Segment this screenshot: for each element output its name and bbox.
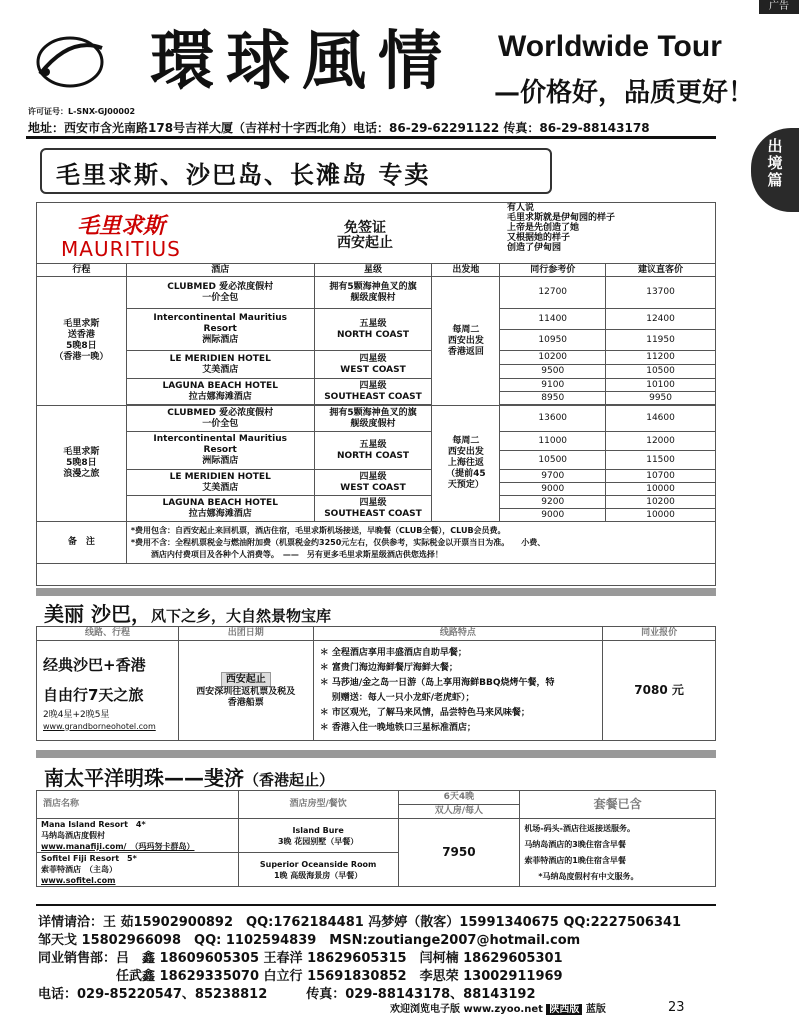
mauritius-price-table: 行程 酒店 星级 出发地 同行参考价 建议直客价 毛里求斯 送香港 5晚8日 （香港一晚） CLUBMED 爱必浓度假村 一价全包 拥有5颗海神鱼叉的旗 舰级度假村 每周二 西安出发 香港返回 12700 13700 Intercontinental Mauritius Resort 洲际酒店 五星级 NORTH COAST 11400 12400 10950 11950 LE MERIDIEN HOTEL 艾美酒店 四星级 WEST COAST 10200 11200 9500 10500 LAGUNA BEACH HOTEL 拉古娜海滩酒店 四星级 SOUTHEAST COAST 9100 10100 8950 9950 毛里求斯 5晚8日 浪漫之旅 CLUBMED 爱必浓度假村 一价全包 拥有5颗海神鱼叉的旗 舰级度假村 每周二 西安出发 上海往返 （提前45 天预定） 13600 14600 Intercontinental Mauritius Resort 洲际酒店 五星级 NORTH COAST 11000 12000 10500 11500 LE MERIDIEN HOTEL 艾美酒店 四星级 WEST COAST 9700 10700 9000 10000 LAGUNA BEACH HOTEL 拉古娜海滩酒店 四星级 SOUTHEAST COAST 9200 10200 9000 10000 备 注 *费用包含：自西安起止来回机票，酒店住宿，毛里求斯机场接送，早晚餐（CLUB全餐），CLUB会员费。 *费用不含：全程机票税金与燃油附加费（机票税金约3250元左右，仅供参考，实际税金以开票当日为准。 小费、 酒店内付费项目及各种个人消费等。 —— 另有更多毛里求斯星级酒店供您选择！: [36, 263, 716, 564]
mauritius-poem: 有人说 毛里求斯就是伊甸园的样子 上帝是先创造了她 又根据她的样子 创造了伊甸园: [507, 203, 616, 253]
contact-line: 任武鑫 18629335070 白立行 15691830852 李思荣 13002911969: [38, 969, 563, 984]
table-header-row: 线路、行程 出团日期 线路特点 同业报价: [37, 627, 716, 641]
brand-title: 環球風情: [150, 25, 454, 99]
outbound-tab-char: 篇: [767, 171, 783, 189]
brand-english: Worldwide Tour: [498, 30, 722, 63]
contact-line: 同业销售部：吕 鑫 18609605305 王春洋 18629605315 闫柯楠 18629605301: [38, 951, 563, 966]
sabah-title: 美丽 沙巴，风下之乡，大自然景物宝库: [44, 602, 331, 626]
mana-website-link[interactable]: www.manafiji.com/ （玛玛努卡群岛）: [41, 842, 195, 851]
section-divider: [36, 588, 716, 596]
outbound-tab-char: 境: [767, 154, 783, 172]
mauritius-logo-cn: 毛里求斯: [77, 213, 166, 239]
sabah-table: [36, 626, 716, 741]
table-row: 毛里求斯 送香港 5晚8日 （香港一晚） CLUBMED 爱必浓度假村 一价全包 拥有5颗海神鱼叉的旗 舰级度假村 每周二 西安出发 香港返回 12700 13700: [37, 277, 716, 309]
outbound-tab-char: 出: [767, 137, 783, 155]
table-row: Mana Island Resort 4* 马纳岛酒店度假村 www.manafiji.com/ （玛玛努卡群岛） Island Bure 3晚 花园别墅（早餐） 7950 机场-码头-酒店往返接送服务。 马纳岛酒店的3晚住宿含早餐 索菲特酒店的1晚住宿含早餐 *马纳岛度假村有中文服务。: [37, 819, 716, 853]
slogan: —价格好，品质更好！: [494, 78, 755, 108]
table-row: 经典沙巴+香港 自由行7天之旅 2晚4星+2晚5星 www.grandborneohotel.com 西安起止 西安深圳往返机票及税及 香港船票 ＊ 全程酒店享用丰盛酒店自助早餐； ＊ 富贵门海边海鲜餐厅海鲜大餐； ＊ 马莎迪/金之岛一日游（岛上享用海鲜BBQ烧烤午餐，特 别赠送：每人一只小龙虾/老虎虾）； ＊ 市区观光，了解马来风情，品尝特色马来风味餐； ＊ 香港入住一晚地铁口三星标准酒店； 7080 元: [37, 641, 716, 741]
contact-line: 详情请洽：王 茹15902900892 QQ:1762184481 冯梦婷（散客）15991340675 QQ:2227506341: [38, 915, 682, 930]
mauritius-section: [36, 202, 716, 586]
page-number: 23: [668, 1000, 685, 1015]
sofitel-website-link[interactable]: www.sofitel.com: [41, 876, 116, 885]
section-divider: [36, 750, 716, 758]
ad-tag: 广告: [759, 0, 799, 14]
table-header-row: 行程 酒店 星级 出发地 同行参考价 建议直客价: [37, 264, 716, 277]
notes-row: 备 注 *费用包含：自西安起止来回机票，酒店住宿，毛里求斯机场接送，早晚餐（CLUB全餐），CLUB会员费。 *费用不含：全程机票税金与燃油附加费（机票税金约3250元左右，仅供参考，实际税金以开票当日为准。 小费、 酒店内付费项目及各种个人消费等。 —— 另有更多毛里求斯星级酒店供您选择！: [37, 522, 716, 564]
mauritius-logo-en: MAURITIUS: [61, 237, 181, 261]
visa-free-note: 免签证 西安起止: [337, 220, 393, 251]
header-divider: [26, 136, 716, 139]
contact-line: 邹天戈 15802966098 QQ: 1102594839 MSN:zoutiange2007@hotmail.com: [38, 933, 581, 948]
outbound-tab: [751, 128, 799, 212]
globe-logo-icon: [26, 26, 114, 98]
table-row: Sofitel Fiji Resort 5* 索菲特酒店 （主岛） www.sofitel.com Superior Oceanside Room 1晚 高级海景房（早餐）: [37, 853, 716, 887]
table-row: 毛里求斯 5晚8日 浪漫之旅 CLUBMED 爱必浓度假村 一价全包 拥有5颗海神鱼叉的旗 舰级度假村 每周二 西安出发 上海往返 （提前45 天预定） 13600 14600: [37, 406, 716, 432]
edition-badge: 陕西版: [546, 1004, 582, 1015]
table-header-row: 酒店名称 酒店房型/餐饮 6天4晚 套餐已含: [37, 791, 716, 805]
footer-divider: [36, 904, 716, 906]
fiji-table: 酒店名称 酒店房型/餐饮 6天4晚 套餐已含 双人房/每人 Mana Island Resort 4* 马纳岛酒店度假村 www.manafiji.com/ （玛玛努卡群岛） Island Bure 3晚 花园别墅（早餐） 7950 机场-码头-酒店往返接送服务。 马纳岛酒店的3晚住宿含早餐 索菲特酒店的1晚住宿含早餐 *马纳岛度假村有中文服务。 Sofitel Fiji Resort 5* 索菲特酒店 （主岛） www.sofitel.com Superior Oceanside Room 1晚 高级海景房（早餐）: [36, 790, 716, 887]
contact-line: 电话：029-85220547、85238812 传真：029-88143178、88143192: [38, 987, 536, 1002]
fiji-title: 南太平洋明珠——斐济（香港起止）: [44, 766, 335, 790]
address-line: 地址：西安市含光南路178号吉祥大厦（吉祥村十字西北角）电话：86-29-62291122 传真：86-29-88143178: [28, 121, 650, 135]
sabah-website-link[interactable]: www.grandborneohotel.com: [43, 721, 156, 731]
banner-title: 毛里求斯、沙巴岛、长滩岛 专卖: [56, 161, 431, 189]
edition-bar: 欢迎浏览电子版 www.zyoo.net 陕西版 蓝版: [390, 1004, 606, 1015]
license-number: 许可证号：L-SNX-GJ00002: [28, 107, 136, 116]
